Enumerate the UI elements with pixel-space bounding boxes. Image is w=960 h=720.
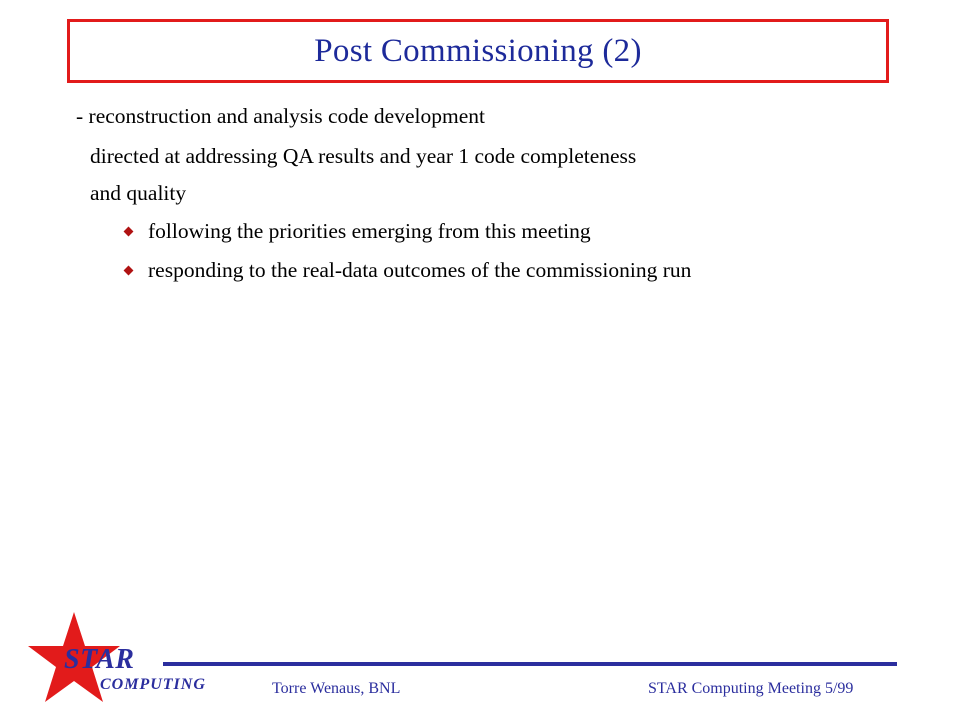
footer-rule <box>163 662 897 666</box>
title-box <box>67 19 889 83</box>
bullet-text: following the priorities emerging from this meeting <box>148 219 591 243</box>
logo-subword: COMPUTING <box>100 676 206 693</box>
diamond-bullet-icon <box>124 266 134 276</box>
bullet-item <box>122 258 691 283</box>
slide-title: Post Commissioning (2) <box>314 32 642 69</box>
body-line-1: - reconstruction and analysis code development <box>76 104 485 128</box>
diamond-bullet-icon <box>124 227 134 237</box>
bullet-text: responding to the real-data outcomes of the commissioning run <box>148 258 692 282</box>
footer-author: Torre Wenaus, BNL <box>272 680 401 697</box>
body-line-3: and quality <box>90 181 187 205</box>
footer-meeting: STAR Computing Meeting 5/99 <box>648 680 854 697</box>
bullet-item <box>122 219 591 244</box>
logo-word: STAR <box>64 644 135 675</box>
body-line-2: directed at addressing QA results and year 1 code completeness <box>90 144 637 168</box>
